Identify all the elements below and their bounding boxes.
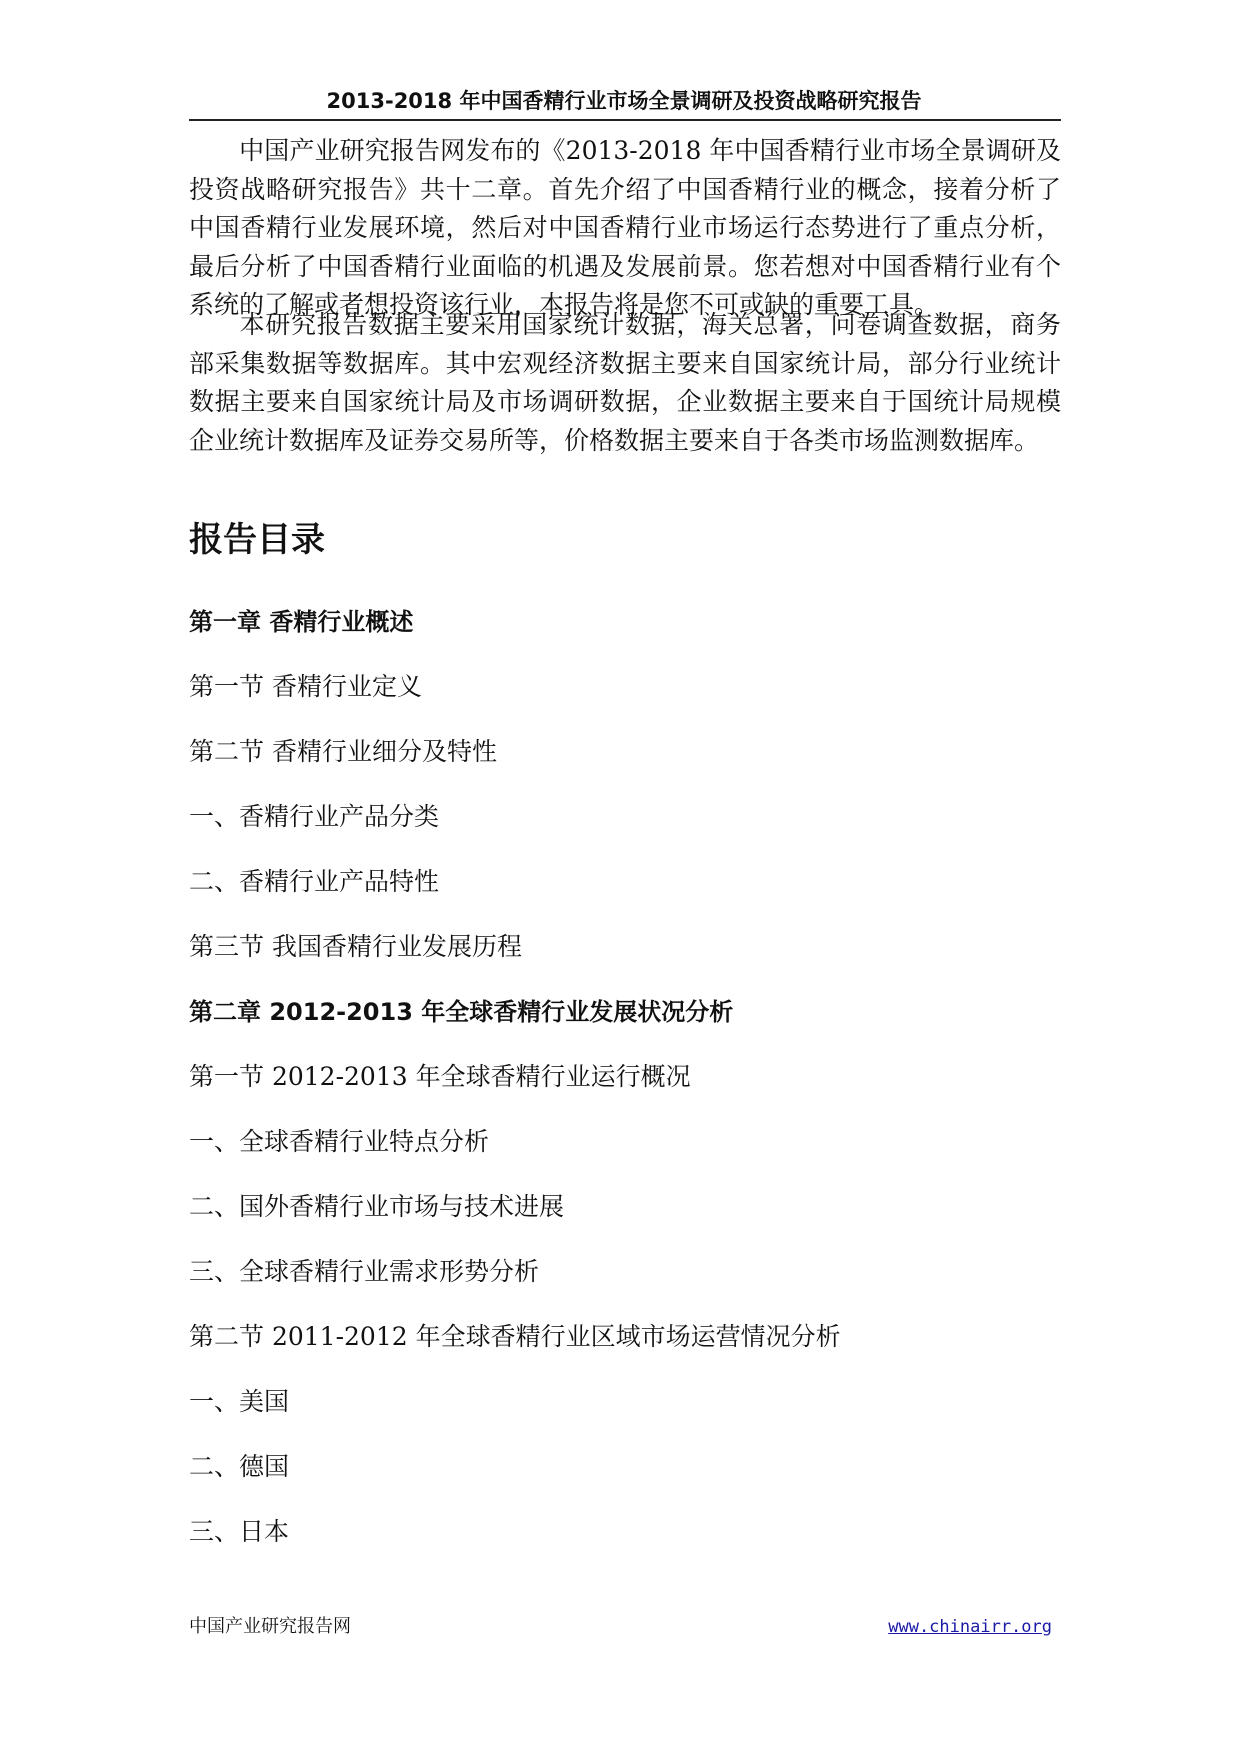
toc-item: 二、香精行业产品特性 (189, 867, 440, 896)
toc-item: 三、日本 (189, 1517, 290, 1546)
toc-item: 二、国外香精行业市场与技术进展 (189, 1192, 565, 1221)
toc-section: 第一节 香精行业定义 (189, 672, 422, 701)
footer-site-link[interactable]: www.chinairr.org (888, 1617, 1052, 1637)
toc-chapter: 第一章 香精行业概述 (189, 608, 414, 636)
toc-title: 报告目录 (189, 520, 325, 560)
intro-paragraph-2-text: 本研究报告数据主要采用国家统计数据，海关总署，问卷调查数据，商务部采集数据等数据库。其中宏观经济数据主要来自国家统计局，部分行业统计数据主要来自国家统计局及市场调研数据，企业数据主要来自于国统计局规模企业统计数据库及证券交易所等，价格数据主要来自于各类市场监测数据库。 (189, 310, 1061, 455)
toc-section: 第一节 2012-2013 年全球香精行业运行概况 (189, 1062, 691, 1091)
footer-site-name: 中国产业研究报告网 (189, 1616, 351, 1637)
toc-item: 二、德国 (189, 1452, 290, 1481)
toc-item: 一、美国 (189, 1387, 290, 1416)
toc-list (189, 600, 841, 1575)
header-rule (189, 119, 1061, 121)
toc-item: 一、香精行业产品分类 (189, 802, 440, 831)
toc-item: 一、全球香精行业特点分析 (189, 1127, 490, 1156)
intro-paragraph-1 (189, 132, 1061, 325)
page-header-title: 2013-2018 年中国香精行业市场全景调研及投资战略研究报告 (326, 89, 922, 113)
intro-paragraph-1-text: 中国产业研究报告网发布的《2013-2018 年中国香精行业市场全景调研及投资战略研究报告》共十二章。首先介绍了中国香精行业的概念，接着分析了中国香精行业发展环境，然后对中国香精行业市场运行态势进行了重点分析，最后分析了中国香精行业面临的机遇及发展前景。您若想对中国香精行业有个系统的了解或者想投资该行业，本报告将是您不可或缺的重要工具。 (189, 136, 1061, 319)
intro-paragraph-2 (189, 306, 1061, 460)
toc-section: 第二节 香精行业细分及特性 (189, 737, 497, 766)
toc-section: 第二节 2011-2012 年全球香精行业区域市场运营情况分析 (189, 1322, 841, 1351)
toc-item: 三、全球香精行业需求形势分析 (189, 1257, 540, 1286)
toc-section: 第三节 我国香精行业发展历程 (189, 932, 522, 961)
toc-chapter: 第二章 2012-2013 年全球香精行业发展状况分析 (189, 998, 734, 1026)
